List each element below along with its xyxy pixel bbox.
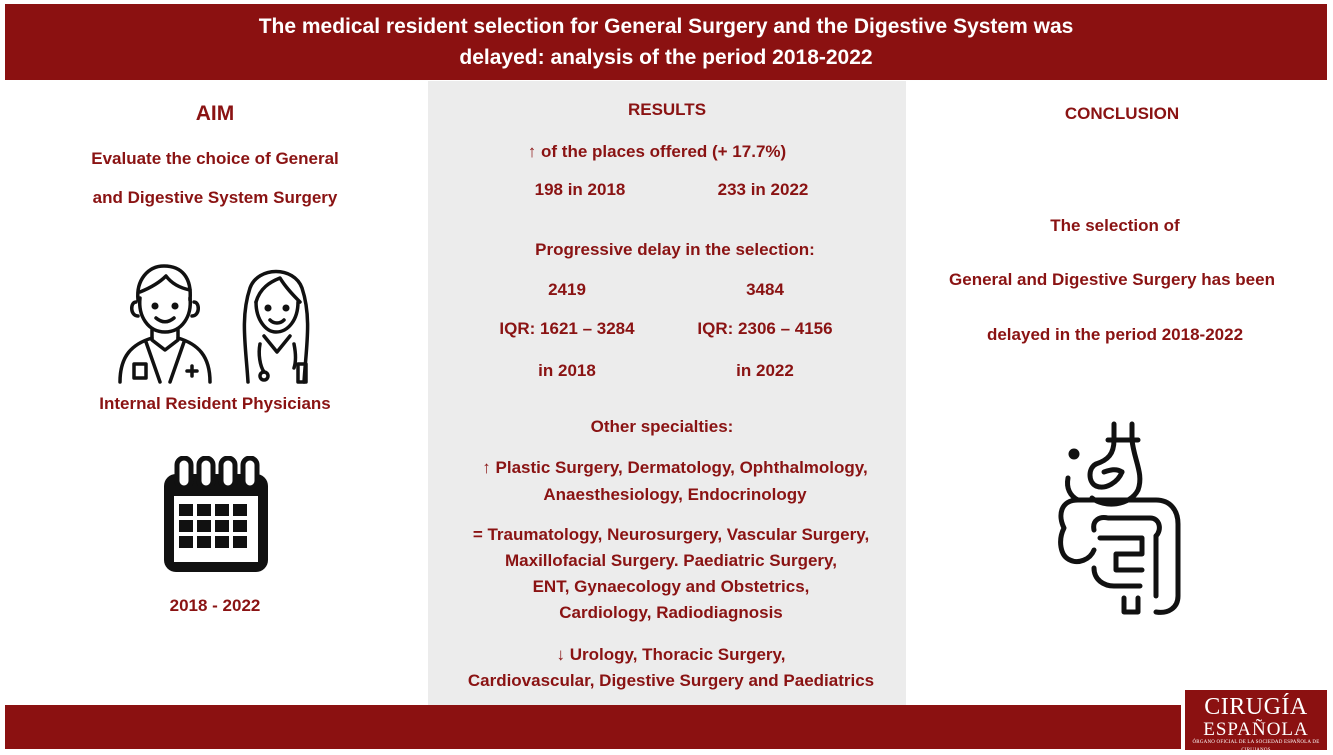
iqr-2022: IQR: 2306 – 4156 (697, 319, 833, 338)
aim-line-1: Evaluate the choice of General (91, 149, 339, 168)
digestive-system-icon (1052, 420, 1188, 618)
places-offered: ↑ of the places offered (+ 17.7%) (527, 142, 787, 161)
logo-line-3: ÓRGANO OFICIAL DE LA SOCIEDAD ESPAÑOLA DE CIRUJANOS (1192, 740, 1320, 753)
logo-line-2: ESPAÑOLA (1203, 719, 1309, 740)
increase-line-1: ↑ Plastic Surgery, Dermatology, Ophthalmology, (482, 458, 868, 477)
physicians-label: Internal Resident Physicians (99, 394, 331, 413)
decrease-line-2: Cardiovascular, Digestive Surgery and Paediatrics (467, 671, 875, 690)
equal-line-2: Maxillofacial Surgery. Paediatric Surgery, (505, 551, 837, 570)
increase-line-2: Anaesthesiology, Endocrinology (543, 485, 807, 504)
title-line-2: delayed: analysis of the period 2018-2022 (459, 46, 873, 69)
equal-line-4: Cardiology, Radiodiagnosis (559, 603, 783, 622)
doctors-icon (110, 258, 335, 386)
median-2022: 3484 (746, 280, 784, 299)
title-line-1: The medical resident selection for General Surgery and the Digestive System was (258, 15, 1074, 38)
conclusion-line-2: General and Digestive Surgery has been (949, 270, 1275, 289)
logo-line-1: CIRUGÍA (1204, 694, 1308, 720)
delay-heading: Progressive delay in the selection: (535, 240, 815, 259)
aim-line-2: and Digestive System Surgery (92, 188, 338, 207)
equal-line-1: = Traumatology, Neurosurgery, Vascular Surgery, (472, 525, 870, 544)
journal-logo (1185, 690, 1327, 753)
year-2018: in 2018 (538, 361, 596, 380)
iqr-2018: IQR: 1621 – 3284 (499, 319, 635, 338)
conclusion-line-1: The selection of (1050, 216, 1180, 235)
median-2018: 2419 (548, 280, 586, 299)
places-2022: 233 in 2022 (717, 180, 809, 199)
conclusion-heading: CONCLUSION (1064, 104, 1180, 123)
equal-line-3: ENT, Gynaecology and Obstetrics, (532, 577, 810, 596)
footer-bar (5, 705, 1181, 749)
conclusion-line-3: delayed in the period 2018-2022 (986, 325, 1244, 344)
title-banner (5, 4, 1327, 80)
places-2018: 198 in 2018 (534, 180, 626, 199)
decrease-line-1: ↓ Urology, Thoracic Surgery, (556, 645, 786, 664)
calendar-icon (161, 456, 271, 576)
results-heading: RESULTS (627, 100, 707, 119)
period-label: 2018 - 2022 (169, 596, 261, 615)
other-specialties-heading: Other specialties: (590, 417, 734, 436)
aim-heading: AIM (195, 102, 235, 125)
year-2022: in 2022 (736, 361, 794, 380)
